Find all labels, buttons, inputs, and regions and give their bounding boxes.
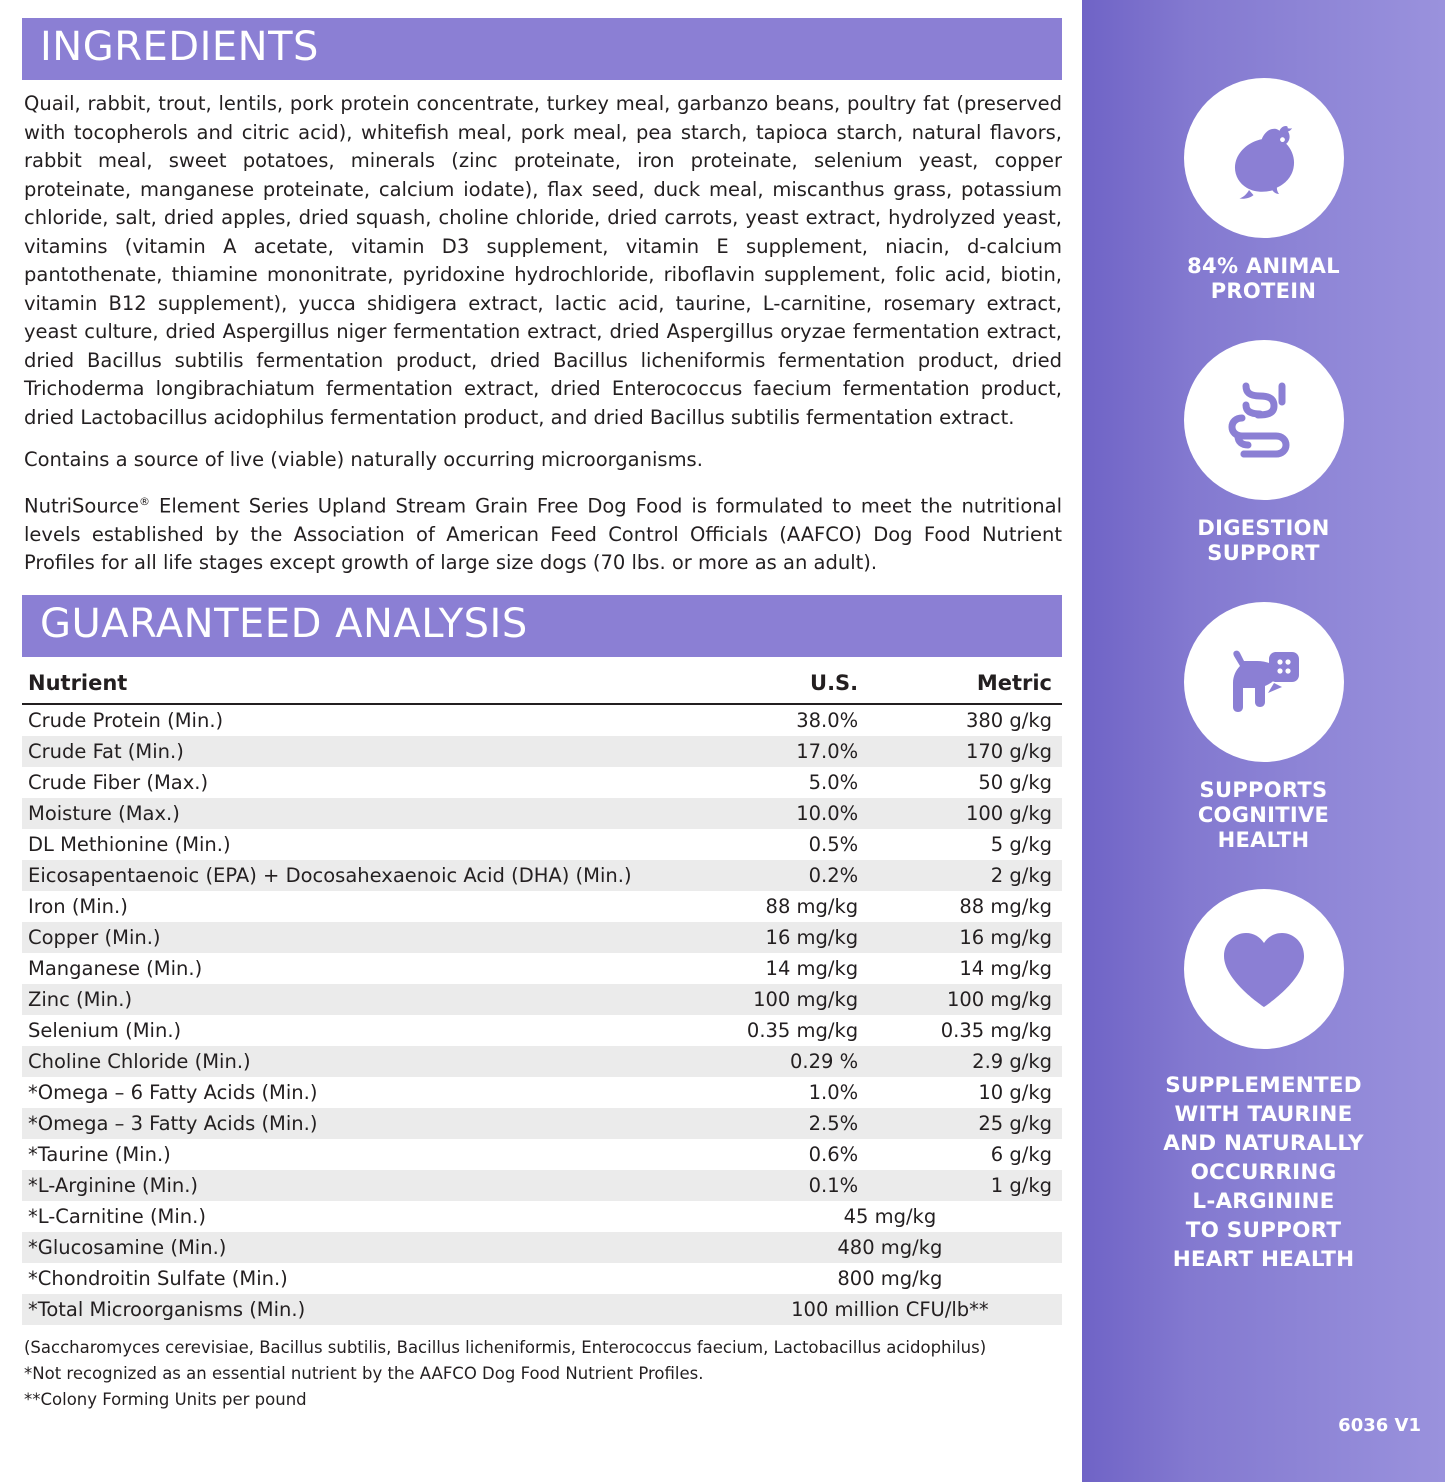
cell-nutrient: *Glucosamine (Min.) (22, 1232, 718, 1263)
cell-us: 88 mg/kg (765, 894, 859, 918)
table-row (22, 1170, 1062, 1201)
table-row (22, 829, 1062, 860)
cell-metric: 6 g/kg (990, 1142, 1052, 1166)
live-microorganisms-note: Contains a source of live (viable) naturally occurring microorganisms. (24, 448, 703, 471)
cell-nutrient: *Taurine (Min.) (28, 1142, 171, 1166)
table-row (22, 736, 1062, 767)
cell-metric: 170 g/kg (918, 736, 1062, 767)
table-row (22, 1077, 1062, 1108)
table-row (22, 1015, 1062, 1046)
cell-nutrient: DL Methionine (Min.) (28, 832, 231, 856)
table-row (22, 767, 1062, 798)
table-row (22, 1139, 1062, 1170)
cell-nutrient: Zinc (Min.) (22, 984, 718, 1015)
cell-nutrient: Eicosapentaenoic (EPA) + Docosahexaenoic Acid (DHA) (Min.) (22, 860, 718, 891)
cell-metric: 25 g/kg (918, 1108, 1062, 1139)
cell-nutrient: Choline Chloride (Min.) (22, 1046, 718, 1077)
cell-us: 1.0% (808, 1080, 859, 1104)
badge-circle (1184, 602, 1344, 762)
table-row (22, 1046, 1062, 1077)
table-row (22, 1201, 1062, 1232)
badge-label-digestion-support: DIGESTION SUPPORT (1197, 516, 1330, 565)
cell-metric: 380 g/kg (965, 708, 1052, 732)
aafco-brand: NutriSource (24, 494, 140, 518)
guaranteed-analysis-table (22, 667, 1062, 1325)
cell-metric: 100 mg/kg (918, 984, 1062, 1015)
cell-nutrient: Crude Fat (Min.) (22, 736, 718, 767)
cell-metric: 10 g/kg (978, 1080, 1052, 1104)
cell-value-combined: 45 mg/kg (843, 1204, 937, 1228)
table-header-row (22, 667, 1062, 704)
cell-nutrient: Crude Protein (Min.) (28, 708, 224, 732)
cell-value-combined: 100 million CFU/lb** (718, 1294, 1062, 1325)
table-row (22, 704, 1062, 736)
footnote: (Saccharomyces cerevisiae, Bacillus subtilis, Bacillus licheniformis, Enterococcus faecium, Lactobacillus acidophilus) (24, 1337, 987, 1357)
cell-metric: 88 mg/kg (959, 894, 1052, 918)
footnote: **Colony Forming Units per pound (24, 1389, 307, 1409)
cell-nutrient: Iron (Min.) (28, 894, 128, 918)
badge-circle (1184, 889, 1344, 1049)
cell-nutrient: *L-Arginine (Min.) (22, 1170, 718, 1201)
table-row (22, 891, 1062, 922)
badge-label-animal-protein: 84% ANIMAL PROTEIN (1187, 254, 1340, 303)
cell-nutrient: *L-Carnitine (Min.) (28, 1204, 206, 1228)
cell-nutrient: Manganese (Min.) (28, 956, 203, 980)
product-code: 6036 V1 (1338, 1415, 1421, 1436)
cell-us: 5.0% (808, 770, 859, 794)
cell-us: 0.35 mg/kg (746, 1018, 859, 1042)
cell-metric: 100 g/kg (918, 798, 1062, 829)
cell-metric: 2.9 g/kg (918, 1046, 1062, 1077)
cell-us: 0.5% (808, 832, 859, 856)
badge-digestion-support (1184, 340, 1344, 566)
cell-us: 10.0% (718, 798, 918, 829)
aafco-statement (24, 488, 1062, 577)
column-header-nutrient: Nutrient (22, 667, 718, 704)
quail-bird-icon (1216, 110, 1312, 206)
cell-us: 0.1% (718, 1170, 918, 1201)
aafco-statement-rest: Element Series Upland Stream Grain Free Dog Food is formulated to meet the nutritional levels established by the Association of American Feed Control Officials (AAFCO) Dog Food Nutrient Profiles for all life stages except growth of large size dogs (70 lbs. or more as an adult). (24, 494, 1062, 574)
cell-value-combined: 480 mg/kg (718, 1232, 1062, 1263)
cell-us: 0.6% (808, 1142, 859, 1166)
ingredients-heading: INGREDIENTS (22, 18, 1062, 80)
badge-circle (1184, 78, 1344, 238)
cell-us: 0.29 % (718, 1046, 918, 1077)
table-row (22, 1108, 1062, 1139)
cell-value-combined: 800 mg/kg (837, 1266, 943, 1290)
guaranteed-analysis-heading: GUARANTEED ANALYSIS (22, 595, 1062, 657)
table-row (22, 798, 1062, 829)
table-row (22, 953, 1062, 984)
cell-metric: 16 mg/kg (918, 922, 1062, 953)
cell-metric: 1 g/kg (918, 1170, 1062, 1201)
table-row (22, 1294, 1062, 1325)
badge-heart-health (1163, 889, 1363, 1274)
column-header-metric: Metric (918, 667, 1062, 704)
cell-nutrient: Crude Fiber (Max.) (28, 770, 209, 794)
cell-nutrient: Selenium (Min.) (28, 1018, 182, 1042)
heart-health-text: SUPPLEMENTED WITH TAURINE AND NATURALLY OCCURRING L-ARGININE TO SUPPORT HEART HEALTH (1163, 1073, 1364, 1272)
cell-us: 17.0% (718, 736, 918, 767)
cell-nutrient: *Total Microorganisms (Min.) (22, 1294, 718, 1325)
intestine-digestion-icon (1216, 372, 1312, 468)
footnote: *Not recognized as an essential nutrient by the AAFCO Dog Food Nutrient Profiles. (24, 1363, 704, 1383)
table-row (22, 922, 1062, 953)
column-header-us: U.S. (718, 667, 918, 704)
cell-us: 14 mg/kg (765, 956, 859, 980)
badge-cognitive-health (1184, 602, 1344, 853)
cell-nutrient: Copper (Min.) (22, 922, 718, 953)
cell-metric: 50 g/kg (978, 770, 1052, 794)
table-row (22, 1232, 1062, 1263)
cell-us: 0.2% (718, 860, 918, 891)
registered-mark: ® (139, 495, 151, 508)
badge-animal-protein (1184, 78, 1344, 304)
cell-metric: 5 g/kg (990, 832, 1052, 856)
cell-us: 38.0% (796, 708, 859, 732)
cell-us: 16 mg/kg (718, 922, 918, 953)
table-body (22, 704, 1062, 1325)
badge-label-cognitive-health: SUPPORTS COGNITIVE HEALTH (1197, 778, 1330, 852)
cell-nutrient: *Omega – 6 Fatty Acids (Min.) (28, 1080, 318, 1104)
table-row (22, 860, 1062, 891)
benefits-sidebar (1082, 0, 1445, 1482)
cell-nutrient: *Omega – 3 Fatty Acids (Min.) (22, 1108, 718, 1139)
cell-nutrient: *Chondroitin Sulfate (Min.) (28, 1266, 288, 1290)
heart-icon (1214, 923, 1314, 1015)
cell-nutrient: Moisture (Max.) (22, 798, 718, 829)
footnotes (24, 1335, 1062, 1413)
cell-metric: 0.35 mg/kg (940, 1018, 1052, 1042)
dog-cognitive-icon (1214, 634, 1314, 730)
ingredients-text: Quail, rabbit, trout, lentils, pork protein concentrate, turkey meal, garbanzo beans, poultry fat (preserved with tocopherols and citric acid), whitefish meal, pork meal, pea starch, tapioca starch, natural flavors, rabbit meal, sweet potatoes, minerals (zinc proteinate, iron proteinate, selenium yeast, copper proteinate, manganese proteinate, calcium iodate), flax seed, duck meal, miscanthus grass, potassium chloride, salt, dried apples, dried squash, choline chloride, dried carrots, yeast extract, hydrolyzed yeast, vitamins (vitamin A acetate, vitamin D3 supplement, vitamin E supplement, niacin, d-calcium pantothenate, thiamine mononitrate, pyridoxine hydrochloride, riboflavin supplement, folic acid, biotin, vitamin B12 supplement), yucca shidigera extract, lactic acid, taurine, L-carnitine, rosemary extract, yeast culture, dried Aspergillus niger fermentation extract, dried Aspergillus oryzae fermentation extract, dried Bacillus subtilis fermentation product, dried Bacillus licheniformis fermentation product, dried Trichoderma longibrachiatum fermentation extract, dried Enterococcus faecium fermentation product, dried Lactobacillus acidophilus fermentation product, and dried Bacillus subtilis fermentation extract. (24, 92, 1062, 429)
cell-us: 2.5% (718, 1108, 918, 1139)
badge-circle (1184, 340, 1344, 500)
cell-metric: 14 mg/kg (959, 956, 1052, 980)
cell-metric: 2 g/kg (918, 860, 1062, 891)
table-row (22, 1263, 1062, 1294)
cell-us: 100 mg/kg (718, 984, 918, 1015)
table-row (22, 984, 1062, 1015)
